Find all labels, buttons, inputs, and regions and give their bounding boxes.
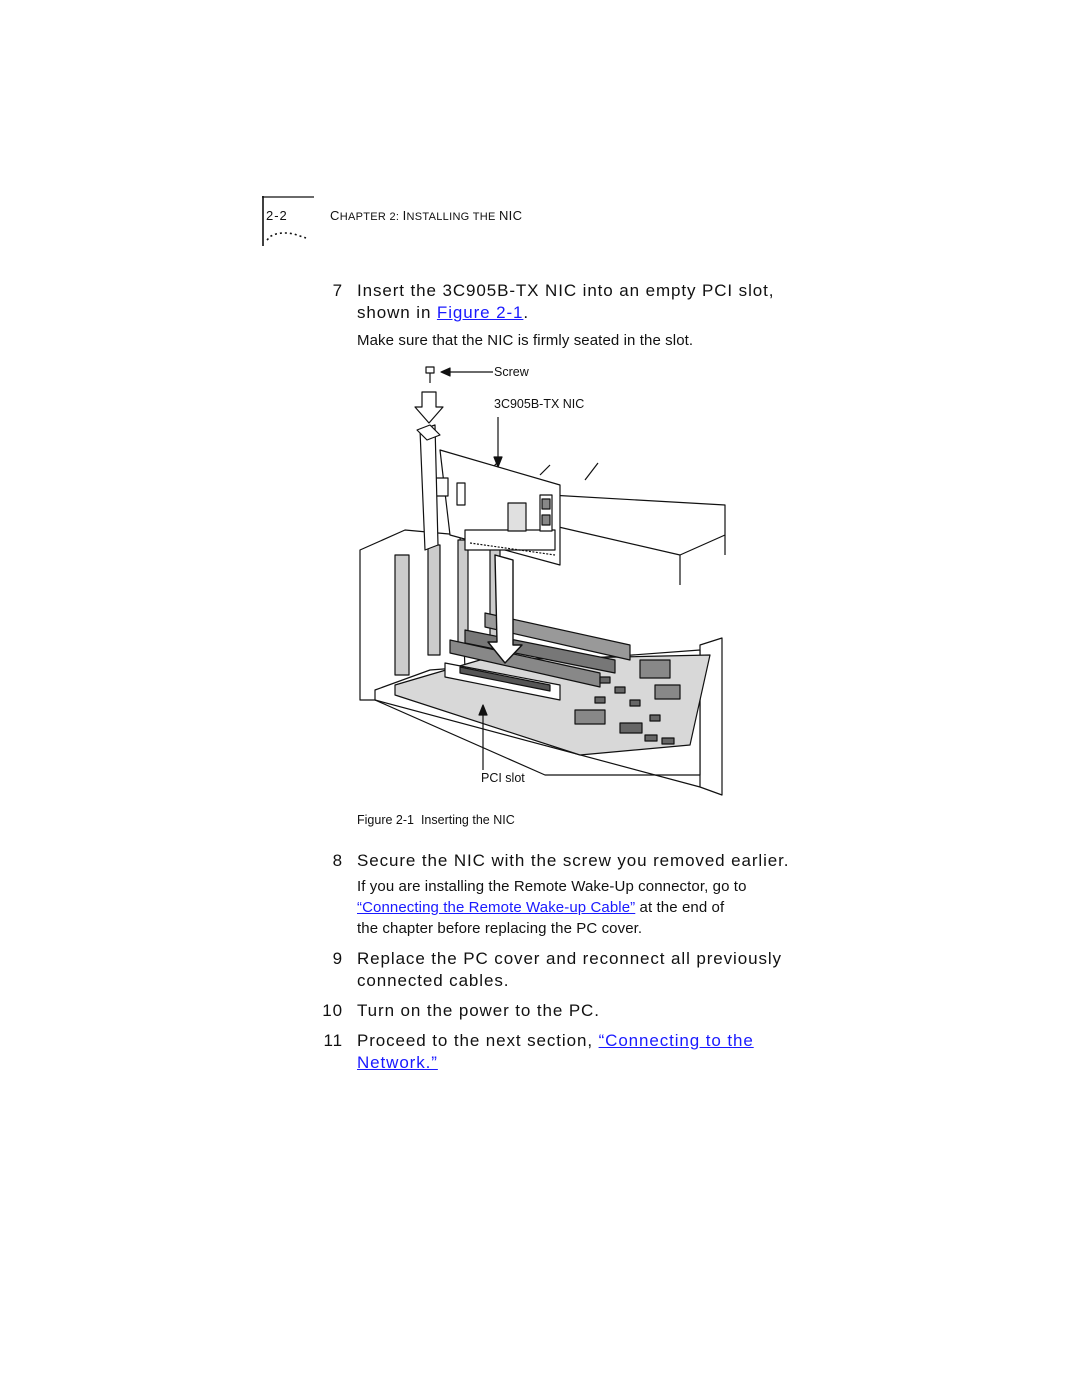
step-11-line2 <box>357 1052 438 1074</box>
remote-wakeup-link[interactable]: “Connecting the Remote Wake-up Cable” <box>357 899 636 916</box>
step-8-note-line1: If you are installing the Remote Wake-Up connector, go to <box>357 878 747 895</box>
pci-slot-label: PCI slot <box>481 771 525 785</box>
nic-label: 3C905B-TX NIC <box>494 397 585 411</box>
drive-bay-panel <box>550 495 725 555</box>
step-10-line: Turn on the power to the PC. <box>357 1001 600 1020</box>
connecting-to-network-link[interactable]: “Connecting to the <box>598 1031 754 1050</box>
step-7-line2: shown in Figure 2-1. <box>357 303 530 322</box>
page-number: 2-2 <box>266 208 288 223</box>
step-7-number: 7 <box>332 281 343 300</box>
step-11-line1: Proceed to the next section, “Connecting to the <box>357 1031 754 1050</box>
step-11-number: 11 <box>323 1031 343 1050</box>
step-8-note-line2: “Connecting the Remote Wake-up Cable” at the end of <box>357 899 725 916</box>
screw-icon <box>426 367 434 373</box>
step-8-line: Secure the NIC with the screw you removed earlier. <box>357 851 790 870</box>
figure-caption <box>357 813 515 827</box>
step-8-number: 8 <box>332 851 343 870</box>
figure-caption-number: Figure 2-1 <box>357 813 414 827</box>
connecting-to-network-link-cont[interactable]: Network.” <box>357 1053 438 1072</box>
step-7-line1: Insert the 3C905B-TX NIC into an empty PCI slot, <box>357 281 775 300</box>
step-9-number: 9 <box>332 949 343 968</box>
figure-2-1-link[interactable]: Figure 2-1 <box>436 303 524 322</box>
nic-insertion-figure <box>350 355 730 800</box>
screw-label: Screw <box>494 365 529 379</box>
step-9-line1: Replace the PC cover and reconnect all previously <box>357 949 782 968</box>
step-8-note-line3: the chapter before replacing the PC cover. <box>357 920 643 937</box>
step-9-line2: connected cables. <box>357 971 510 990</box>
figure-caption-text: Inserting the NIC <box>420 813 515 827</box>
chapter-title: CHAPTER 2: INSTALLING THE NIC <box>330 208 523 223</box>
screw-down-arrow <box>415 392 443 423</box>
step-10-number: 10 <box>322 1001 343 1020</box>
step-7-note: Make sure that the NIC is firmly seated in the slot. <box>357 332 694 349</box>
